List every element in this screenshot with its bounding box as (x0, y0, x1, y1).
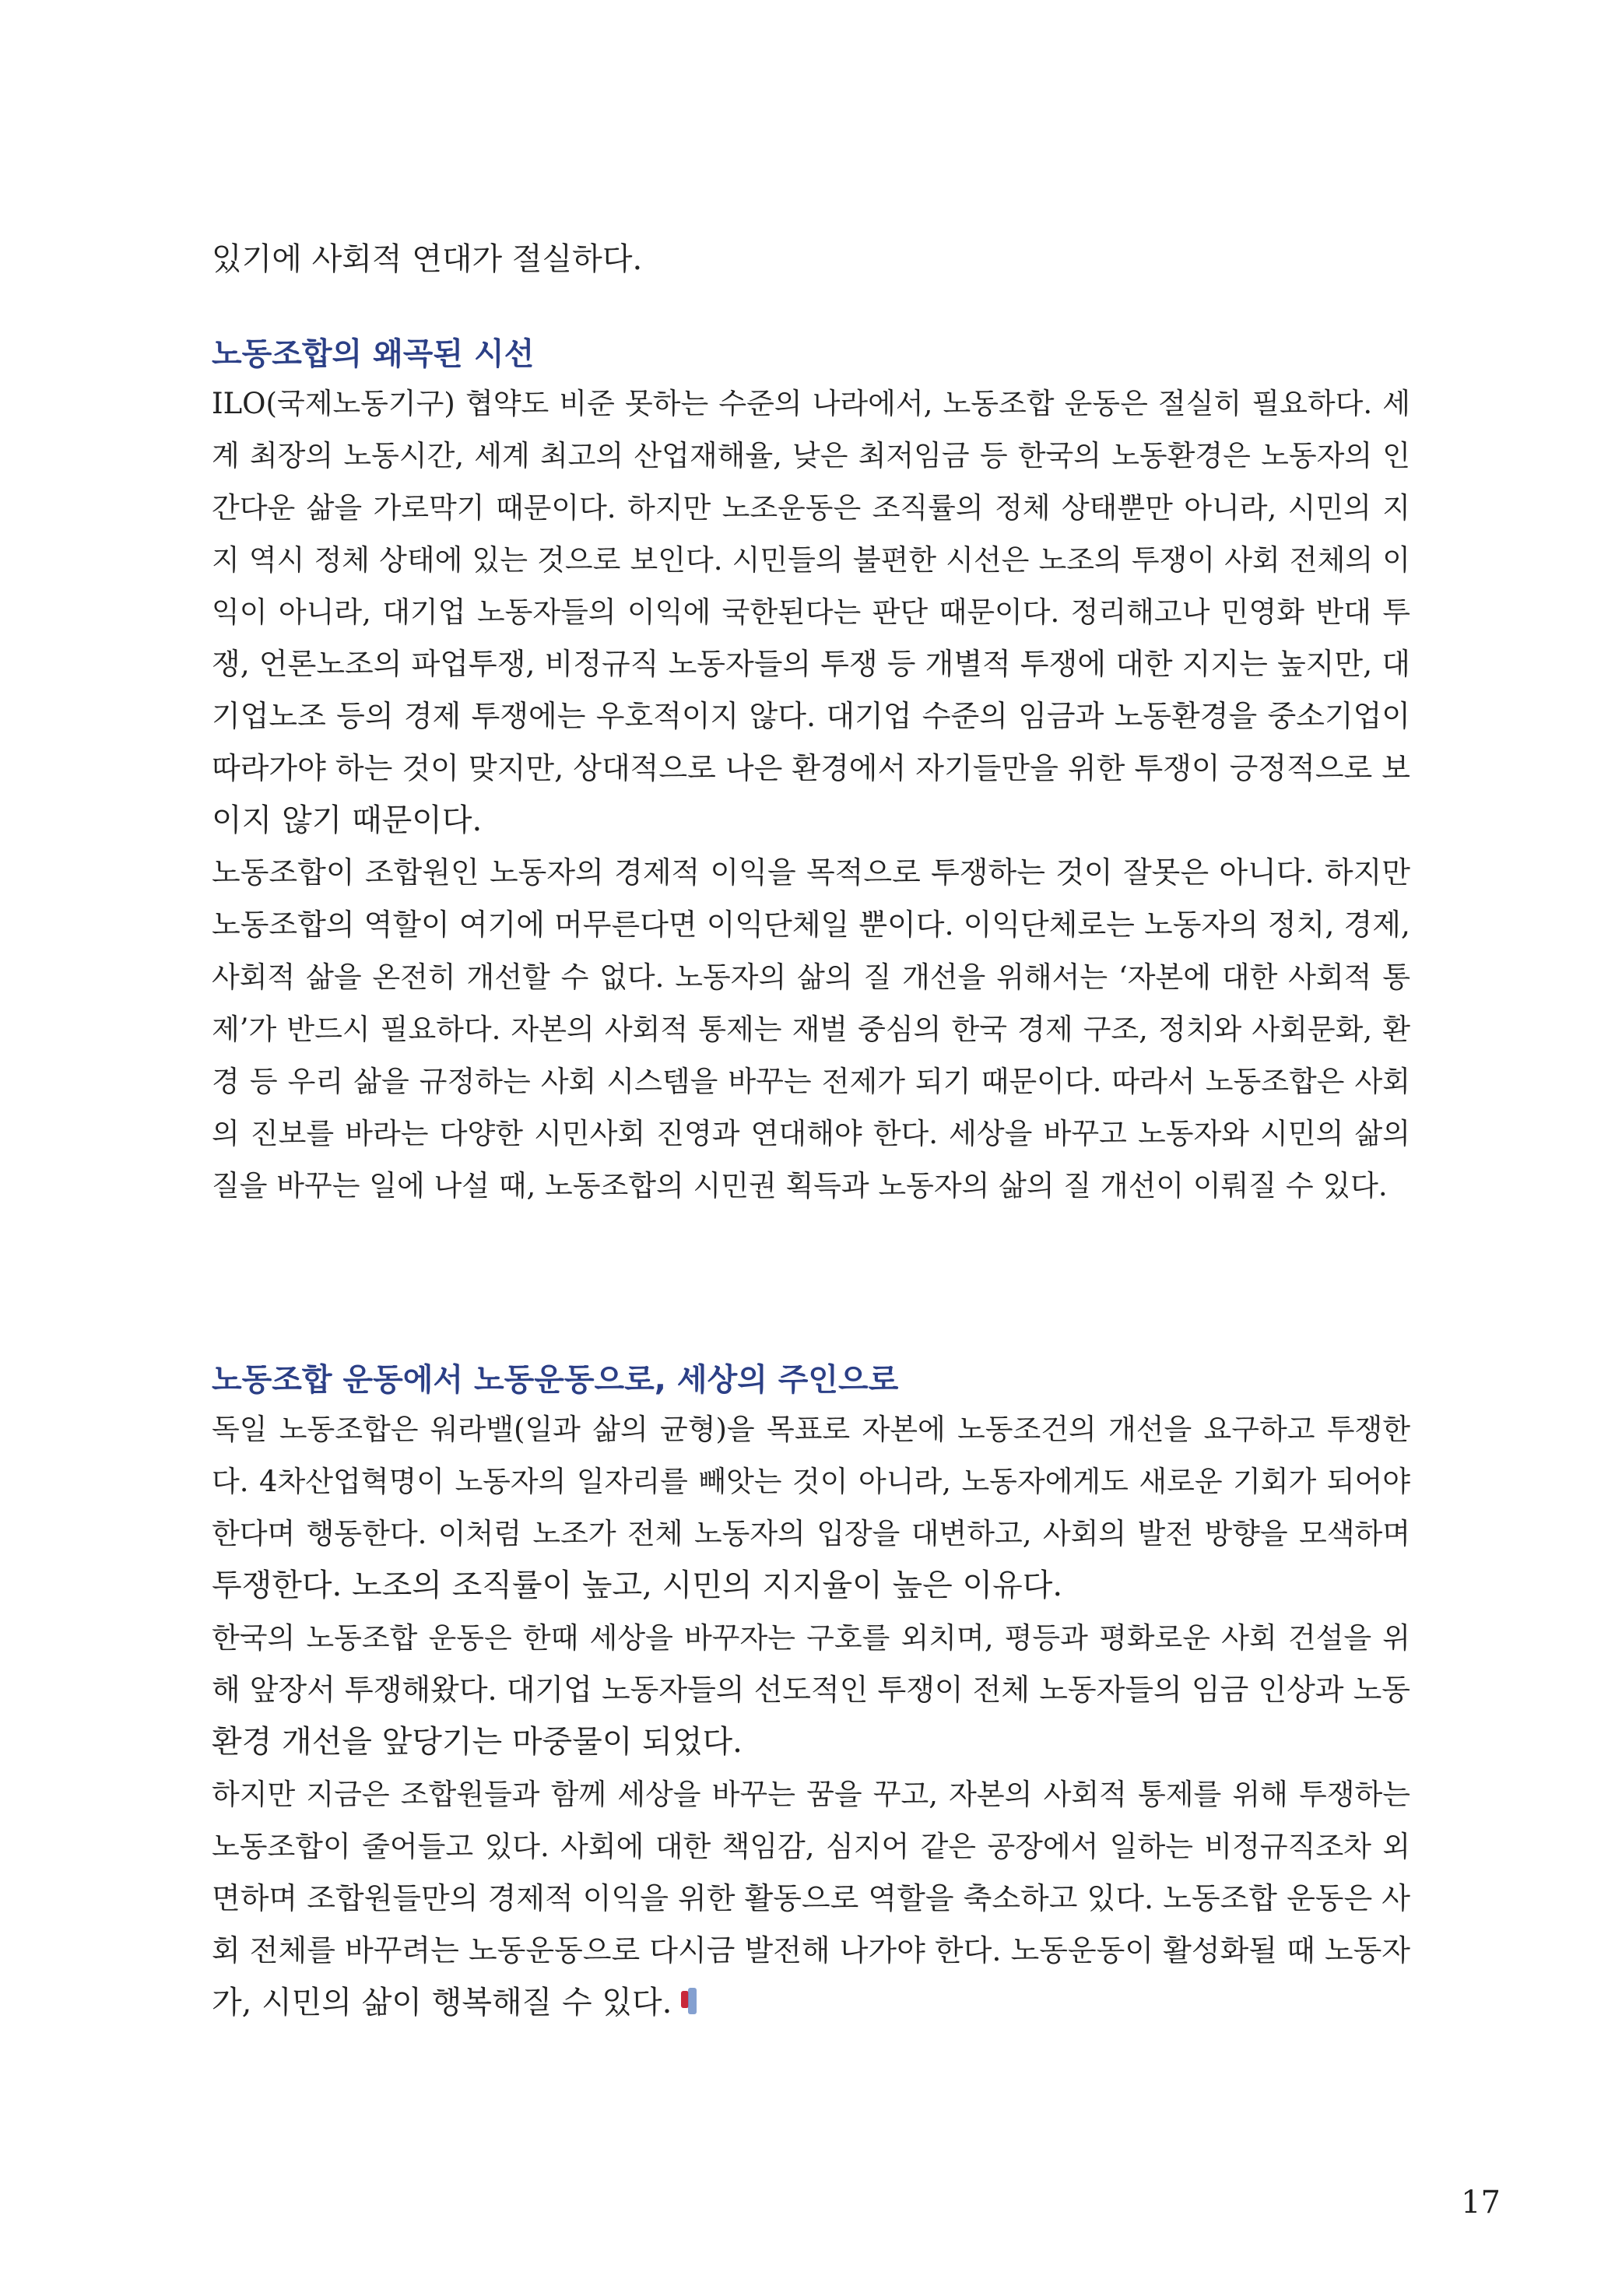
paragraph-line: 간다운 삶을 가로막기 때문이다. 하지만 노조운동은 조직률의 정체 상태뿐만 아니라, 시민의 지 (212, 491, 1410, 525)
paragraph-line: 다. 4차산업혁명이 노동자의 일자리를 빼앗는 것이 아니라, 노동자에게도 새로운 기회가 되어야 (212, 1465, 1410, 1498)
paragraph-line: 계 최장의 노동시간, 세계 최고의 산업재해율, 낮은 최저임금 등 한국의 노동환경은 노동자의 인 (212, 439, 1410, 472)
paragraph-line: 쟁, 언론노조의 파업투쟁, 비정규직 노동자들의 투쟁 등 개별적 투쟁에 대한 지지는 높지만, 대 (212, 647, 1410, 681)
section1-paragraph-2 (212, 847, 1410, 1212)
paragraph-line: 제’가 반드시 필요하다. 자본의 사회적 통제는 재벌 중심의 한국 경제 구조, 정치와 사회문화, 환 (212, 1013, 1410, 1046)
paragraph-line: 지 역시 정체 상태에 있는 것으로 보인다. 시민들의 불편한 시선은 노조의 투쟁이 사회 전체의 이 (212, 543, 1410, 577)
paragraph-line: ILO(국제노동기구) 협약도 비준 못하는 수준의 나라에서, 노동조합 운동은 절실히 필요하다. 세 (212, 387, 1411, 420)
paragraph-line: 기업노조 등의 경제 투쟁에는 우호적이지 않다. 대기업 수준의 임금과 노동환경을 중소기업이 (212, 699, 1410, 733)
paragraph-line: 익이 아니라, 대기업 노동자들의 이익에 국한된다는 판단 때문이다. 정리해고나 민영화 반대 투 (212, 595, 1410, 629)
paragraph-line: 하지만 지금은 조합원들과 함께 세상을 바꾸는 꿈을 꾸고, 자본의 사회적 통제를 위해 투쟁하는 (212, 1778, 1410, 1811)
paragraph-line: 해 앞장서 투쟁해왔다. 대기업 노동자들의 선도적인 투쟁이 전체 노동자들의 임금 인상과 노동 (212, 1673, 1410, 1707)
section-heading-labor-movement: 노동조합 운동에서 노동운동으로, 세상의 주인으로 (212, 1362, 899, 1398)
paragraph-line: 회 전체를 바꾸려는 노동운동으로 다시금 발전해 나가야 한다. 노동운동이 활성화될 때 노동자 (212, 1933, 1410, 1968)
paragraph-line: 따라가야 하는 것이 맞지만, 상대적으로 나은 환경에서 자기들만을 위한 투쟁이 긍정적으로 보 (212, 751, 1410, 785)
section-heading-distorted-view: 노동조합의 왜곡된 시선 (212, 336, 535, 372)
section2-paragraph-3 (212, 1768, 1410, 2029)
paragraph-line: 노동조합의 역할이 여기에 머무른다면 이익단체일 뿐이다. 이익단체로는 노동자의 정치, 경제, (212, 908, 1410, 942)
paragraph-line: 질을 바꾸는 일에 나설 때, 노동조합의 시민권 획득과 노동자의 삶의 질 개선이 이뤄질 수 있다. (212, 1169, 1388, 1202)
section1-paragraph-1 (212, 377, 1410, 847)
opening-paragraph (212, 233, 1410, 286)
paragraph-line: 한다며 행동한다. 이처럼 노조가 전체 노동자의 입장을 대변하고, 사회의 발전 방향을 모색하며 (212, 1517, 1410, 1550)
paragraph-line: 투쟁한다. 노조의 조직률이 높고, 시민의 지지율이 높은 이유다. (212, 1568, 1063, 1603)
paragraph-line: 경 등 우리 삶을 규정하는 사회 시스템을 바꾸는 전제가 되기 때문이다. 따라서 노동조합은 사회 (212, 1065, 1410, 1098)
paragraph-line: 의 진보를 바라는 다양한 시민사회 진영과 연대해야 한다. 세상을 바꾸고 노동자와 시민의 삶의 (212, 1117, 1410, 1150)
paragraph-line-final (212, 1977, 1410, 2029)
section2-paragraph-1 (212, 1403, 1410, 1612)
paragraph-line: 면하며 조합원들만의 경제적 이익을 위한 활동으로 역할을 축소하고 있다. 노동조합 운동은 사 (212, 1881, 1410, 1915)
section2-paragraph-2 (212, 1612, 1410, 1768)
page-number: 17 (1461, 2185, 1501, 2221)
paragraph-line: 노동조합이 조합원인 노동자의 경제적 이익을 목적으로 투쟁하는 것이 잘못은 아니다. 하지만 (212, 855, 1410, 890)
paragraph-line: 독일 노동조합은 워라밸(일과 삶의 균형)을 목표로 자본에 노동조건의 개선을 요구하고 투쟁한 (212, 1413, 1410, 1446)
final-line-text: 가, 시민의 삶이 행복해질 수 있다. (212, 1985, 672, 2020)
paragraph-line: 노동조합이 줄어들고 있다. 사회에 대한 책임감, 심지어 같은 공장에서 일하는 비정규직조차 외 (212, 1830, 1410, 1863)
paragraph-line: 이지 않기 때문이다. (212, 802, 483, 838)
paragraph-line: 환경 개선을 앞당기는 마중물이 되었다. (212, 1724, 743, 1760)
paragraph-line: 있기에 사회적 연대가 절실하다. (212, 241, 643, 277)
paragraph-line: 한국의 노동조합 운동은 한때 세상을 바꾸자는 구호를 외치며, 평등과 평화로운 사회 건설을 위 (212, 1621, 1410, 1655)
end-of-article-mark-icon (679, 1986, 700, 2017)
paragraph-line: 사회적 삶을 온전히 개선할 수 없다. 노동자의 삶의 질 개선을 위해서는 ‘자본에 대한 사회적 통 (212, 960, 1410, 994)
